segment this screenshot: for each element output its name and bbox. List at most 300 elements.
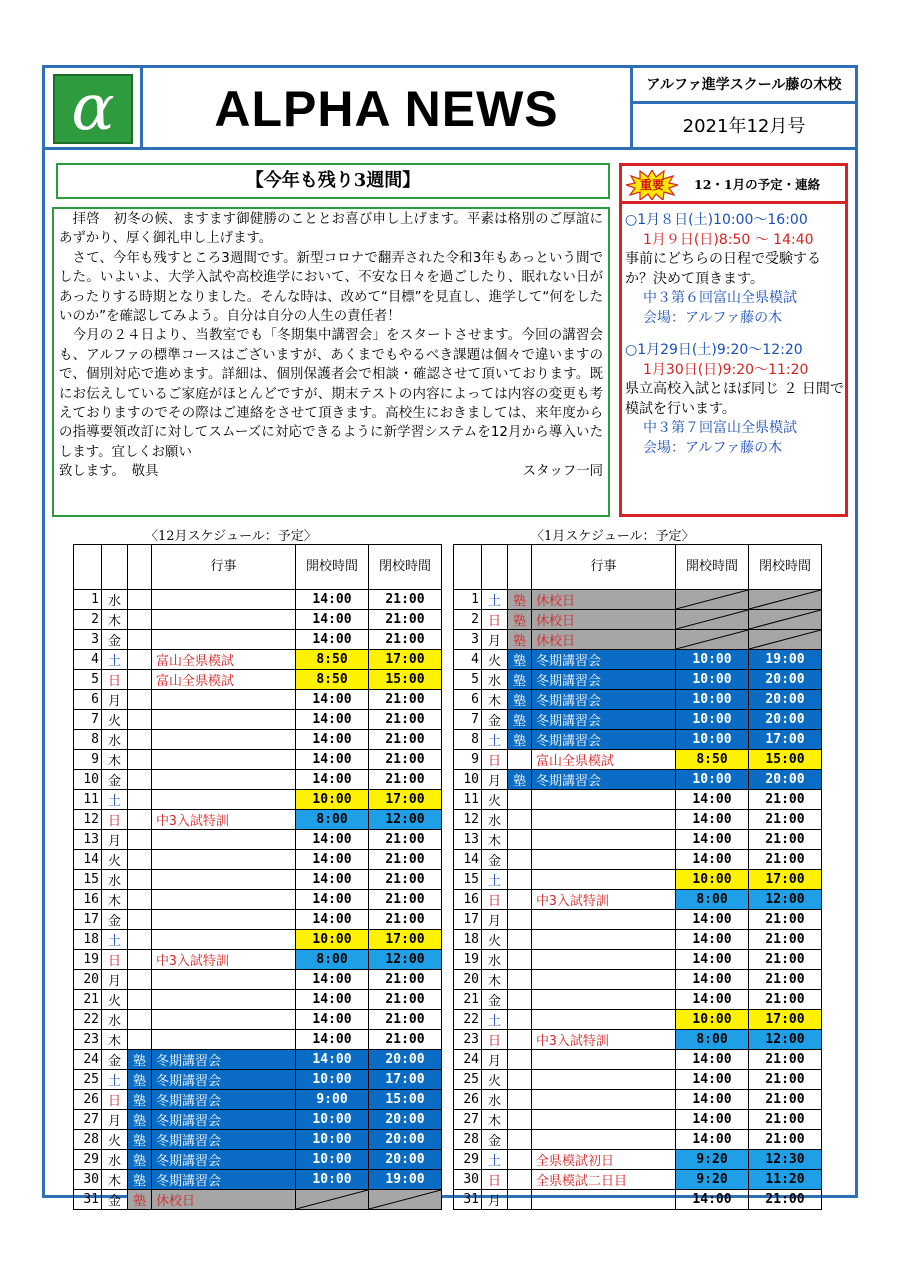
open-time-cell: 14:00 xyxy=(676,810,749,830)
day-cell: 2 xyxy=(454,610,482,630)
day-cell: 26 xyxy=(74,1090,102,1110)
open-time-cell: 14:00 xyxy=(676,1110,749,1130)
table-row xyxy=(454,850,822,870)
close-time-cell: 21:00 xyxy=(749,1130,822,1150)
table-row xyxy=(454,630,822,650)
open-time-cell: 14:00 xyxy=(296,890,369,910)
juku-mark-cell: 塾 xyxy=(508,710,532,730)
open-time-cell: 14:00 xyxy=(296,910,369,930)
close-time-cell: 20:00 xyxy=(369,1130,442,1150)
day-cell: 24 xyxy=(74,1050,102,1070)
juku-mark-cell xyxy=(508,870,532,890)
close-time-cell: 21:00 xyxy=(749,850,822,870)
event-cell: 休校日 xyxy=(152,1190,296,1210)
open-time-cell: 8:50 xyxy=(296,670,369,690)
weekday-cell: 水 xyxy=(102,870,128,890)
open-time-cell: 8:00 xyxy=(296,950,369,970)
weekday-cell: 月 xyxy=(482,630,508,650)
table-row xyxy=(454,750,822,770)
table-row xyxy=(74,1130,442,1150)
weekday-cell: 日 xyxy=(482,1030,508,1050)
important-content xyxy=(625,211,845,458)
event-cell: 中3入試特訓 xyxy=(532,1030,676,1050)
greeting-closing xyxy=(59,462,603,481)
table-row xyxy=(74,930,442,950)
close-time-cell: 21:00 xyxy=(369,970,442,990)
table-row xyxy=(454,950,822,970)
event-cell xyxy=(152,990,296,1010)
weekday-cell: 金 xyxy=(482,710,508,730)
event-cell xyxy=(152,610,296,630)
table-row xyxy=(454,1030,822,1050)
table-row xyxy=(74,910,442,930)
event-cell: 冬期講習会 xyxy=(532,650,676,670)
weekday-cell: 金 xyxy=(482,850,508,870)
table-row xyxy=(454,890,822,910)
weekday-cell: 月 xyxy=(482,770,508,790)
greeting-title: 【今年も残り3週間】 xyxy=(56,163,610,199)
day-cell: 15 xyxy=(74,870,102,890)
day-cell: 28 xyxy=(454,1130,482,1150)
close-time-cell: 21:00 xyxy=(369,850,442,870)
open-time-cell: 14:00 xyxy=(296,1030,369,1050)
weekday-cell: 木 xyxy=(102,890,128,910)
table-row xyxy=(74,730,442,750)
day-cell: 5 xyxy=(454,670,482,690)
weekday-cell: 日 xyxy=(482,750,508,770)
weekday-cell: 金 xyxy=(102,770,128,790)
event-cell xyxy=(532,1130,676,1150)
weekday-cell: 水 xyxy=(482,810,508,830)
day-cell: 17 xyxy=(74,910,102,930)
notice-date: ○1月29日(土)9:20～12:20 xyxy=(625,342,803,358)
event-cell xyxy=(152,690,296,710)
open-time-cell: 8:00 xyxy=(676,1030,749,1050)
event-cell xyxy=(152,630,296,650)
event-cell xyxy=(532,1010,676,1030)
notice-event: 中３第７回富山全県模試 xyxy=(643,420,797,436)
weekday-cell: 金 xyxy=(102,630,128,650)
weekday-cell: 日 xyxy=(102,670,128,690)
event-cell: 冬期講習会 xyxy=(532,730,676,750)
day-cell: 3 xyxy=(454,630,482,650)
weekday-cell: 土 xyxy=(482,590,508,610)
weekday-cell: 日 xyxy=(482,890,508,910)
juku-mark-cell xyxy=(128,690,152,710)
notice-text: 事前にどちらの日程で受験するか？決めて頂きます。 xyxy=(625,251,821,287)
juku-mark-cell xyxy=(508,910,532,930)
closed-slash-cell xyxy=(676,630,749,650)
close-time-cell: 11:20 xyxy=(749,1170,822,1190)
weekday-cell: 土 xyxy=(102,1070,128,1090)
juku-mark-cell xyxy=(128,730,152,750)
day-cell: 8 xyxy=(74,730,102,750)
open-time-cell: 14:00 xyxy=(676,1130,749,1150)
day-cell: 16 xyxy=(454,890,482,910)
juku-mark-cell: 塾 xyxy=(128,1150,152,1170)
weekday-cell: 日 xyxy=(482,610,508,630)
closed-slash-cell xyxy=(749,590,822,610)
close-time-cell: 15:00 xyxy=(369,1090,442,1110)
juku-mark-cell: 塾 xyxy=(128,1130,152,1150)
juku-mark-cell: 塾 xyxy=(508,770,532,790)
close-time-cell: 21:00 xyxy=(749,1070,822,1090)
table-row xyxy=(454,710,822,730)
weekday-cell: 日 xyxy=(102,1090,128,1110)
day-cell: 17 xyxy=(454,910,482,930)
juku-mark-cell: 塾 xyxy=(128,1050,152,1070)
close-time-cell: 21:00 xyxy=(369,690,442,710)
open-time-cell: 10:00 xyxy=(296,1110,369,1130)
event-cell: 富山全県模試 xyxy=(152,670,296,690)
event-cell xyxy=(152,730,296,750)
table-row xyxy=(454,1090,822,1110)
table-row xyxy=(74,710,442,730)
day-cell: 28 xyxy=(74,1130,102,1150)
day-cell: 27 xyxy=(74,1110,102,1130)
day-cell: 24 xyxy=(454,1050,482,1070)
header-weekday-cell xyxy=(102,545,128,590)
greeting-paragraph: 拝啓 初冬の候、ますます御健勝のこととお喜び申し上げます。平素は格別のご厚誼にあずかり、厚く御礼申し上げます。 xyxy=(59,212,603,247)
weekday-cell: 月 xyxy=(102,830,128,850)
juku-mark-cell xyxy=(128,970,152,990)
closed-slash-cell xyxy=(676,610,749,630)
table-row xyxy=(74,810,442,830)
juku-mark-cell: 塾 xyxy=(128,1070,152,1090)
close-time-cell: 21:00 xyxy=(369,630,442,650)
event-cell xyxy=(532,1070,676,1090)
event-cell: 冬期講習会 xyxy=(152,1050,296,1070)
day-cell: 19 xyxy=(74,950,102,970)
day-cell: 10 xyxy=(454,770,482,790)
open-time-cell: 10:00 xyxy=(676,1010,749,1030)
juku-mark-cell xyxy=(128,870,152,890)
notice-date: 1月９日(日)8:50 ～ 14:40 xyxy=(643,231,814,248)
table-row xyxy=(74,1090,442,1110)
close-time-cell: 17:00 xyxy=(749,730,822,750)
day-cell: 29 xyxy=(454,1150,482,1170)
header-close-time: 閉校時間 xyxy=(749,545,822,590)
weekday-cell: 土 xyxy=(102,930,128,950)
weekday-cell: 土 xyxy=(482,870,508,890)
close-time-cell: 21:00 xyxy=(749,930,822,950)
juku-mark-cell: 塾 xyxy=(508,590,532,610)
juku-mark-cell xyxy=(128,670,152,690)
juku-mark-cell xyxy=(128,790,152,810)
day-cell: 21 xyxy=(454,990,482,1010)
open-time-cell: 14:00 xyxy=(296,850,369,870)
weekday-cell: 月 xyxy=(102,690,128,710)
juku-mark-cell xyxy=(128,630,152,650)
event-cell xyxy=(152,710,296,730)
weekday-cell: 水 xyxy=(102,730,128,750)
important-heading: 12・1月の予定・連絡 xyxy=(694,177,821,192)
day-cell: 5 xyxy=(74,670,102,690)
open-time-cell: 14:00 xyxy=(296,590,369,610)
open-time-cell: 10:00 xyxy=(296,790,369,810)
juku-mark-cell xyxy=(128,910,152,930)
table-row xyxy=(74,890,442,910)
juku-mark-cell xyxy=(508,850,532,870)
juku-mark-cell xyxy=(128,930,152,950)
event-cell xyxy=(152,850,296,870)
open-time-cell: 14:00 xyxy=(676,970,749,990)
closed-slash-cell xyxy=(676,590,749,610)
day-cell: 4 xyxy=(74,650,102,670)
event-cell: 冬期講習会 xyxy=(532,690,676,710)
weekday-cell: 火 xyxy=(482,930,508,950)
weekday-cell: 日 xyxy=(102,810,128,830)
weekday-cell: 月 xyxy=(102,1110,128,1130)
table-row xyxy=(454,970,822,990)
close-time-cell: 21:00 xyxy=(749,910,822,930)
header-open-time: 開校時間 xyxy=(296,545,369,590)
event-cell: 全県模試二日目 xyxy=(532,1170,676,1190)
event-cell xyxy=(532,1110,676,1130)
event-cell: 休校日 xyxy=(532,590,676,610)
open-time-cell: 14:00 xyxy=(296,690,369,710)
day-cell: 19 xyxy=(454,950,482,970)
day-cell: 9 xyxy=(454,750,482,770)
weekday-cell: 日 xyxy=(482,1170,508,1190)
event-cell xyxy=(152,1030,296,1050)
table-row xyxy=(454,810,822,830)
weekday-cell: 水 xyxy=(102,1010,128,1030)
event-cell: 冬期講習会 xyxy=(152,1070,296,1090)
table-row xyxy=(74,650,442,670)
table-row xyxy=(454,650,822,670)
close-time-cell: 17:00 xyxy=(749,870,822,890)
weekday-cell: 土 xyxy=(482,730,508,750)
event-cell xyxy=(152,890,296,910)
close-time-cell: 21:00 xyxy=(369,610,442,630)
event-cell: 冬期講習会 xyxy=(532,770,676,790)
weekday-cell: 金 xyxy=(102,1190,128,1210)
greeting-body xyxy=(52,207,610,517)
close-time-cell: 12:00 xyxy=(749,890,822,910)
open-time-cell: 10:00 xyxy=(676,690,749,710)
close-time-cell: 12:30 xyxy=(749,1150,822,1170)
weekday-cell: 火 xyxy=(102,850,128,870)
event-cell xyxy=(532,1050,676,1070)
day-cell: 22 xyxy=(454,1010,482,1030)
header-open-time: 開校時間 xyxy=(676,545,749,590)
juku-mark-cell xyxy=(508,1150,532,1170)
important-notice xyxy=(619,163,848,517)
weekday-cell: 木 xyxy=(102,610,128,630)
event-cell xyxy=(152,770,296,790)
notice-text: 県立高校入試とほぼ同じ ２ 日間で模試を行います。 xyxy=(625,381,844,417)
close-time-cell: 12:00 xyxy=(369,810,442,830)
table-row xyxy=(454,670,822,690)
close-time-cell: 21:00 xyxy=(369,890,442,910)
juku-mark-cell xyxy=(128,650,152,670)
event-cell xyxy=(152,910,296,930)
weekday-cell: 水 xyxy=(482,950,508,970)
juku-mark-cell xyxy=(128,1010,152,1030)
close-time-cell: 20:00 xyxy=(749,710,822,730)
table-row xyxy=(74,1190,442,1210)
day-cell: 23 xyxy=(74,1030,102,1050)
juku-mark-cell xyxy=(128,810,152,830)
event-cell xyxy=(532,970,676,990)
weekday-cell: 木 xyxy=(102,1030,128,1050)
table-row xyxy=(74,1050,442,1070)
weekday-cell: 土 xyxy=(102,790,128,810)
event-cell: 冬期講習会 xyxy=(152,1150,296,1170)
header-mark-cell xyxy=(128,545,152,590)
juku-mark-cell xyxy=(508,1130,532,1150)
close-time-cell: 21:00 xyxy=(749,790,822,810)
juku-mark-cell xyxy=(508,890,532,910)
open-time-cell: 10:00 xyxy=(676,770,749,790)
signature: スタッフ一同 xyxy=(522,464,603,480)
table-row xyxy=(454,1050,822,1070)
header-close-time: 閉校時間 xyxy=(369,545,442,590)
open-time-cell: 10:00 xyxy=(676,670,749,690)
open-time-cell: 14:00 xyxy=(676,910,749,930)
day-cell: 14 xyxy=(454,850,482,870)
juku-mark-cell xyxy=(128,850,152,870)
open-time-cell: 14:00 xyxy=(296,610,369,630)
table-row xyxy=(454,690,822,710)
close-time-cell: 20:00 xyxy=(749,690,822,710)
weekday-cell: 金 xyxy=(102,910,128,930)
open-time-cell: 14:00 xyxy=(676,950,749,970)
close-time-cell: 15:00 xyxy=(369,670,442,690)
day-cell: 22 xyxy=(74,1010,102,1030)
weekday-cell: 木 xyxy=(482,830,508,850)
juku-mark-cell xyxy=(508,1090,532,1110)
close-time-cell: 21:00 xyxy=(369,870,442,890)
weekday-cell: 水 xyxy=(102,1150,128,1170)
day-cell: 31 xyxy=(74,1190,102,1210)
event-cell xyxy=(532,830,676,850)
header-event: 行事 xyxy=(152,545,296,590)
table-row xyxy=(454,610,822,630)
juku-mark-cell xyxy=(128,710,152,730)
table-row xyxy=(74,790,442,810)
day-cell: 15 xyxy=(454,870,482,890)
day-cell: 6 xyxy=(74,690,102,710)
close-time-cell: 17:00 xyxy=(369,930,442,950)
day-cell: 20 xyxy=(74,970,102,990)
day-cell: 11 xyxy=(454,790,482,810)
open-time-cell: 14:00 xyxy=(676,850,749,870)
table-row xyxy=(454,830,822,850)
juku-mark-cell: 塾 xyxy=(128,1090,152,1110)
open-time-cell: 14:00 xyxy=(296,970,369,990)
table-row xyxy=(454,1170,822,1190)
close-time-cell: 21:00 xyxy=(369,590,442,610)
juku-mark-cell xyxy=(128,750,152,770)
day-cell: 10 xyxy=(74,770,102,790)
closed-slash-cell xyxy=(749,630,822,650)
open-time-cell: 14:00 xyxy=(296,990,369,1010)
juku-mark-cell xyxy=(128,1030,152,1050)
table-header-row xyxy=(74,545,442,590)
event-cell xyxy=(152,930,296,950)
table-row xyxy=(74,610,442,630)
event-cell xyxy=(532,870,676,890)
table-row xyxy=(454,1070,822,1090)
event-cell: 冬期講習会 xyxy=(532,710,676,730)
close-time-cell: 20:00 xyxy=(369,1110,442,1130)
event-cell xyxy=(532,1190,676,1210)
event-cell: 休校日 xyxy=(532,610,676,630)
close-time-cell: 21:00 xyxy=(369,910,442,930)
juku-mark-cell xyxy=(128,770,152,790)
close-time-cell: 21:00 xyxy=(369,830,442,850)
day-cell: 8 xyxy=(454,730,482,750)
event-cell xyxy=(532,990,676,1010)
day-cell: 25 xyxy=(454,1070,482,1090)
table-row xyxy=(454,1150,822,1170)
juku-mark-cell xyxy=(128,990,152,1010)
day-cell: 1 xyxy=(454,590,482,610)
open-time-cell: 9:20 xyxy=(676,1170,749,1190)
juku-mark-cell xyxy=(508,1050,532,1070)
event-cell xyxy=(532,930,676,950)
day-cell: 18 xyxy=(454,930,482,950)
day-cell: 14 xyxy=(74,850,102,870)
open-time-cell: 14:00 xyxy=(676,1190,749,1210)
close-time-cell: 17:00 xyxy=(369,1070,442,1090)
weekday-cell: 水 xyxy=(102,590,128,610)
close-time-cell: 20:00 xyxy=(749,770,822,790)
day-cell: 25 xyxy=(74,1070,102,1090)
header-mark-cell xyxy=(508,545,532,590)
notice-venue: 会場：アルファ藤の木 xyxy=(643,309,783,326)
juku-mark-cell: 塾 xyxy=(508,610,532,630)
day-cell: 1 xyxy=(74,590,102,610)
close-time-cell: 12:00 xyxy=(369,950,442,970)
table-row xyxy=(74,830,442,850)
newsletter-title: ALPHA NEWS xyxy=(143,68,633,150)
close-time-cell: 21:00 xyxy=(749,1190,822,1210)
day-cell: 7 xyxy=(454,710,482,730)
close-time-cell: 21:00 xyxy=(369,770,442,790)
weekday-cell: 金 xyxy=(482,990,508,1010)
open-time-cell: 8:00 xyxy=(676,890,749,910)
day-cell: 13 xyxy=(454,830,482,850)
open-time-cell: 14:00 xyxy=(296,730,369,750)
close-time-cell: 21:00 xyxy=(749,810,822,830)
weekday-cell: 木 xyxy=(102,1170,128,1190)
event-cell: 富山全県模試 xyxy=(152,650,296,670)
event-cell xyxy=(152,790,296,810)
event-cell xyxy=(532,1090,676,1110)
close-time-cell: 21:00 xyxy=(749,830,822,850)
open-time-cell: 10:00 xyxy=(676,730,749,750)
day-cell: 20 xyxy=(454,970,482,990)
juku-mark-cell: 塾 xyxy=(508,690,532,710)
table-row xyxy=(454,1130,822,1150)
close-time-cell: 21:00 xyxy=(749,1090,822,1110)
event-cell xyxy=(152,970,296,990)
juku-mark-cell: 塾 xyxy=(508,630,532,650)
juku-mark-cell xyxy=(128,590,152,610)
juku-mark-cell xyxy=(508,1190,532,1210)
important-header xyxy=(622,166,845,204)
closing-text: 致します。 敬具 xyxy=(59,464,159,480)
header-day-cell xyxy=(74,545,102,590)
event-cell: 中3入試特訓 xyxy=(532,890,676,910)
table-row xyxy=(74,1110,442,1130)
table-row xyxy=(74,590,442,610)
open-time-cell: 14:00 xyxy=(676,830,749,850)
event-cell xyxy=(532,910,676,930)
